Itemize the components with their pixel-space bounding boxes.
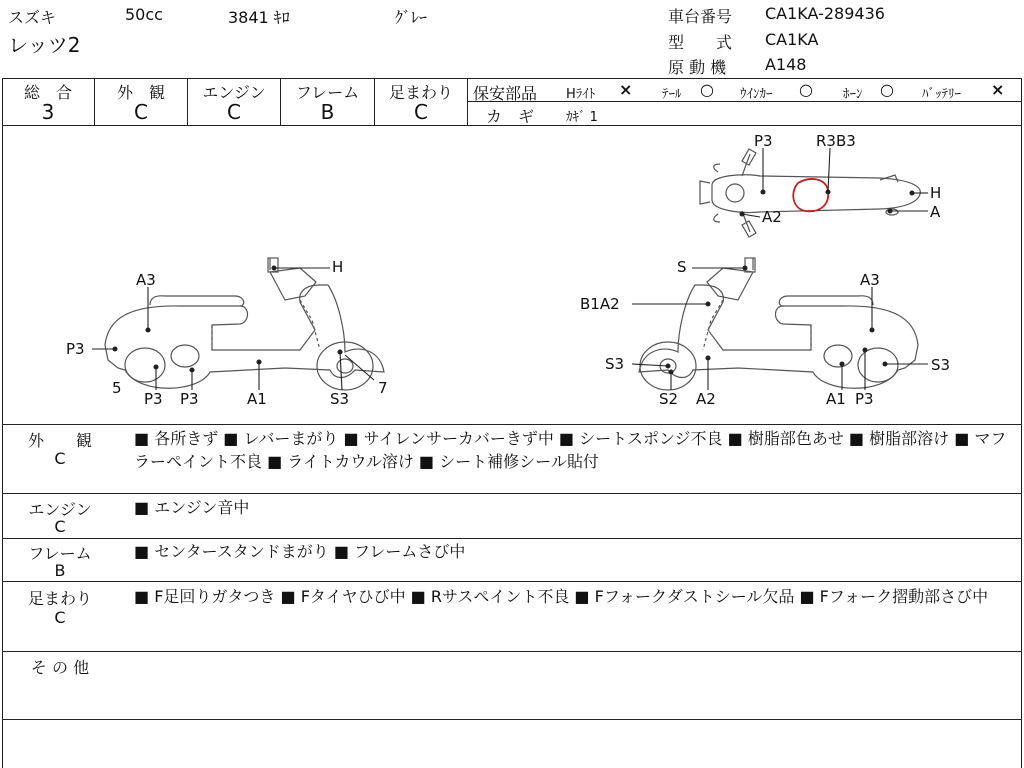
divider xyxy=(467,78,468,125)
damage-diagram xyxy=(0,126,1024,424)
displacement: 50cc xyxy=(125,5,163,24)
diagram-label: P3 xyxy=(180,390,199,408)
grade-exterior-value: C xyxy=(134,100,148,124)
frame-no: CA1KA-289436 xyxy=(765,4,885,23)
divider xyxy=(2,493,1022,494)
divider xyxy=(2,78,1022,79)
mileage: 3841 ｷﾛ xyxy=(228,8,290,27)
diagram-label: A1 xyxy=(247,390,267,408)
grade-suspension-value: C xyxy=(414,100,428,124)
grade-total-label: 総 合 xyxy=(23,83,72,102)
frame-no-label: 車台番号 xyxy=(668,7,733,26)
section-grade: C xyxy=(54,517,66,536)
safety-item-headlight: Hﾗｲﾄ xyxy=(566,87,596,102)
diagram-label: S2 xyxy=(659,390,679,408)
diagram-label: 5 xyxy=(112,379,122,397)
safety-item-battery: ﾊﾞｯﾃﾘｰ xyxy=(922,87,961,102)
maker: スズキ xyxy=(8,8,57,27)
safety-mark-headlight: × xyxy=(619,80,633,99)
safety-item-horn: ﾎｰﾝ xyxy=(843,87,863,102)
divider xyxy=(2,424,1022,425)
section-notes: ■ 各所きず ■ レバーまがり ■ サイレンサーカバーきず中 ■ シートスポンジ不良 ■ 樹脂部色あせ ■ 樹脂部溶け ■ マフラーペイント不良 ■ ライトカウル溶け ■ シート補修シール貼付 xyxy=(134,429,1007,471)
divider xyxy=(2,651,1022,652)
diagram-label: P3 xyxy=(754,132,773,150)
engine-label: 原 動 機 xyxy=(668,58,727,77)
diagram-label: S3 xyxy=(931,356,951,374)
section-grade: C xyxy=(54,608,66,627)
section-title: 外 観 xyxy=(27,431,92,450)
diagram-label: P3 xyxy=(144,390,163,408)
grade-engine-label: エンジン xyxy=(202,83,266,102)
key-value: ｶｷﾞ 1 xyxy=(566,110,598,125)
diagram-label: S xyxy=(677,258,687,276)
section-notes: ■ エンジン音中 xyxy=(134,498,250,517)
scooter-top-view xyxy=(700,149,920,237)
diagram-label: P3 xyxy=(855,390,874,408)
section-title: エンジン xyxy=(28,500,92,519)
key-label: カ ギ xyxy=(486,107,535,126)
safety-mark-tail: ○ xyxy=(700,80,714,99)
color: ｸﾞﾚｰ xyxy=(395,8,428,27)
grade-engine-value: C xyxy=(227,100,241,124)
diagram-label: A2 xyxy=(762,208,782,226)
section-notes: ■ センタースタンドまがり ■ フレームさび中 xyxy=(134,542,466,561)
seat-damage-marker xyxy=(793,179,828,211)
grade-suspension-label: 足まわり xyxy=(388,83,453,102)
diagram-label: H xyxy=(930,184,942,202)
type-label: 型 式 xyxy=(668,33,733,52)
diagram-label: 7 xyxy=(378,379,388,397)
divider xyxy=(2,538,1022,539)
diagram-label: S3 xyxy=(330,390,350,408)
grade-exterior-label: 外 観 xyxy=(116,83,165,102)
section-title: そ の 他 xyxy=(30,658,90,677)
safety-item-winker: ｳｲﾝｶｰ xyxy=(740,87,773,102)
diagram-label: S3 xyxy=(605,355,625,373)
divider xyxy=(2,581,1022,582)
diagram-label: A1 xyxy=(826,390,846,408)
section-title: フレーム xyxy=(28,544,92,563)
safety-mark-horn: ○ xyxy=(880,80,894,99)
diagram-label: A2 xyxy=(696,390,716,408)
engine-value: A148 xyxy=(765,55,807,74)
grade-frame-value: B xyxy=(320,100,335,124)
diagram-label: P3 xyxy=(66,340,85,358)
diagram-label: A xyxy=(930,203,941,221)
section-title: 足まわり xyxy=(27,589,92,608)
safety-item-tail: ﾃｰﾙ xyxy=(662,87,682,102)
diagram-label: A3 xyxy=(136,271,156,289)
safety-mark-winker: ○ xyxy=(799,80,813,99)
grade-total-value: 3 xyxy=(41,100,55,124)
diagram-label: A3 xyxy=(860,271,880,289)
diagram-label: H xyxy=(332,258,344,276)
divider xyxy=(2,719,1022,720)
diagram-label: R3B3 xyxy=(816,132,856,150)
safety-mark-battery: × xyxy=(991,80,1005,99)
model-name: レッツ2 xyxy=(8,33,81,57)
section-grade: B xyxy=(54,561,66,580)
diagram-label: B1A2 xyxy=(580,295,620,313)
safety-label: 保安部品 xyxy=(473,84,538,103)
type-value: CA1KA xyxy=(765,30,819,49)
section-grade: C xyxy=(54,449,66,468)
grade-frame-label: フレーム xyxy=(295,83,360,102)
section-notes: ■ F足回りガタつき ■ Fタイヤひび中 ■ Rサスペイント不良 ■ Fフォークダストシール欠品 ■ Fフォーク摺動部さび中 xyxy=(134,587,989,606)
